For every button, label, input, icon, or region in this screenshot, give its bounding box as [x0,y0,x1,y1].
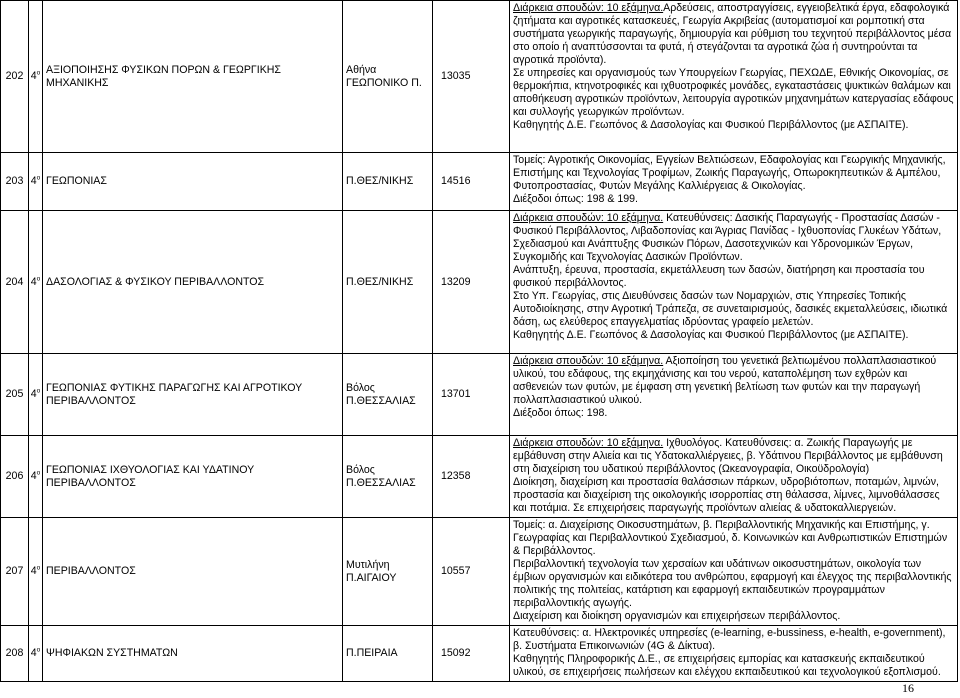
department-name: ΠΕΡΙΒΑΛΛΟΝΤΟΣ [43,518,343,626]
department-name: ΓΕΩΠΟΝΙΑΣ [43,153,343,211]
table-row [1,153,958,211]
description-text: Αρδεύσεις, αποστραγγίσεις, εγγειοβελτικά έργα, εδαφολογικά ζητήματα και αγροτικές κατασκευές, Γεωργία Ακριβείας (αυτοματισμοί και ρομποτική στα συστήματα γεωργικής παραγωγής, δημιουργία και ρύθμιση του τεχνητού περιβάλλοντος μέσα στο οποίο ή αναπτύσσονται τα φυτά, ή στεγάζονται τα αγροτικά ζώα ή συντηρούνται τα αγροτικά προϊόντα). Σε υπηρεσίες και οργανισμούς των Υπουργείων Γεωργίας, ΠΕΧΩΔΕ, Εθνικής Οικονομίας, σε θερμοκήπια, κτηνοτροφικές και ιχθυοτροφικές μονάδες, εγκαταστάσεις ψυκτικών θαλάμων και αποθήκευση αγροτικών προϊόντων, λειτουργία αγροτικών μηχανημάτων κατεργασίας εδάφους και συλλογής γεωργικών προϊόντων. Καθηγητής Δ.Ε. Γεωπόνος & Δασολογίας και Φυσικού Περιβάλλοντος (με ΑΣΠΑΙΤΕ). [513,2,954,131]
department-code: 207 [1,518,29,626]
department-location: Π.ΘΕΣ/ΝΙΚΗΣ [343,211,433,354]
table-row [1,436,958,518]
department-name: ΨΗΦΙΑΚΩΝ ΣΥΣΤΗΜΑΤΩΝ [43,626,343,682]
field-number: $4^o$ [29,626,43,682]
description-text: Κατευθύνσεις: Δασικής Παραγωγής - Προστασίας Δασών - Φυσικού Περιβάλλοντος, Λιβαδοπονίας και Άγριας Πανίδας - Ιχθυοπονίας Γλυκέων Υδάτων, Σχεδιασμού και Ανάπτυξης Φυσικών Πόρων, Δασοτεχνικών και Υδρονομικών Έργων, Συγκομιδής και Τεχνολογίας Δασικών Προϊόντων. Ανάπτυξη, έρευνα, προστασία, εκμετάλλευση των δασών, διατήρηση και προστασία του φυσικού περιβάλλοντος. Στο Υπ. Γεωργίας, στις Διευθύνσεις δασών των Νομαρχιών, στις Υπηρεσίες Τοπικής Αυτοδιοίκησης, στην Αγροτική Τράπεζα, σε συνεταιρισμούς, δασικές εκμεταλλεύσεις, ιδιωτικά δάση, ως ελεύθερος επαγγελματίας ιδρύοντας γραφείο μελετών. Καθηγητής Δ.Ε. Γεωπόνος & Δασολογίας και Φυσικού Περιβάλλοντος (με ΑΣΠΑΙΤΕ). [513,212,948,341]
base-score: 12358 [433,436,510,518]
department-description [510,1,958,153]
department-description [510,354,958,436]
department-code: 208 [1,626,29,682]
base-score: 13701 [433,354,510,436]
department-description [510,518,958,626]
description-text: Τομείς: Αγροτικής Οικονομίας, Εγγείων Βελτιώσεων, Εδαφολογίας και Γεωργικής Μηχανικής, Επιστήμης και Τεχνολογίας Τροφίμων, Ζωικής Παραγωγής, Οπωροκηπευτικών & Αμπέλου, Φυτοπροστασίας, Φυτών Μεγάλης Καλλιέργειας & Οικολογίας. Διέξοδοι όπως: 198 & 199. [513,154,946,205]
department-code: 206 [1,436,29,518]
field-number: $4^o$ [29,518,43,626]
department-description [510,211,958,354]
department-name: ΔΑΣΟΛΟΓΙΑΣ & ΦΥΣΙΚΟΥ ΠΕΡΙΒΑΛΛΟΝΤΟΣ [43,211,343,354]
field-number: $4^o$ [29,354,43,436]
description-text: Ιχθυολόγος. Κατευθύνσεις: α. Ζωικής Παραγωγής με εμβάθυνση στην Αλιεία και τις Υδατοκαλλιέργειες, β. Υδάτινου Περιβάλλοντος με εμβάθυνση στη διαχείριση του υδατικού περιβάλλοντος (Ωκεανογραφία, Οικοϋδρολογία) Διοίκηση, διαχείριση και προστασία θαλάσσιων πάρκων, υδροβιότοπων, ποταμών, λιμνών, προστασία και διαχείριση της οικολογικής ισορροπίας στη θάλασσα, λίμνες, λιμνοθάλασσες και ποτάμια. Σε επιχειρήσεις παραγωγής προϊόντων αλιείας & υδατοκαλλιεργειών. [513,437,943,514]
duration-text: Διάρκεια σπουδών: 10 εξάμηνα. [513,355,664,367]
department-code: 204 [1,211,29,354]
department-location: Π.ΠΕΙΡΑΙΑ [343,626,433,682]
table-row [1,518,958,626]
duration-text: Διάρκεια σπουδών: 10 εξάμηνα. [513,437,664,449]
field-number: $4^o$ [29,436,43,518]
department-description [510,153,958,211]
field-number: $4^o$ [29,153,43,211]
description-text: Αξιοποίηση του γενετικά βελτιωμένου πολλαπλασιαστικού υλικού, του εδάφους, της εκμηχάνισης και του νερού, καταπολέμηση των εχθρών και ασθενειών των φυτών, με έμφαση στη γενετική βελτίωση των φυτών και την παραγωγή πολλαπλασιαστικού υλικού. Διέξοδοι όπως: 198. [513,355,937,419]
base-score: 13209 [433,211,510,354]
base-score: 15092 [433,626,510,682]
department-code: 203 [1,153,29,211]
duration-text: Διάρκεια σπουδών: 10 εξάμηνα. [513,2,664,14]
base-score: 14516 [433,153,510,211]
department-location: Αθήνα ΓΕΩΠΟΝΙΚΟ Π. [343,1,433,153]
department-location: Βόλος Π.ΘΕΣΣΑΛΙΑΣ [343,436,433,518]
department-description [510,436,958,518]
department-name: ΓΕΩΠΟΝΙΑΣ ΙΧΘΥΟΛΟΓΙΑΣ ΚΑΙ ΥΔΑΤΙΝΟΥ ΠΕΡΙΒΑΛΛΟΝΤΟΣ [43,436,343,518]
field-number: $4^o$ [29,211,43,354]
department-location: Βόλος Π.ΘΕΣΣΑΛΙΑΣ [343,354,433,436]
department-code: 202 [1,1,29,153]
table-row [1,354,958,436]
duration-text: Διάρκεια σπουδών: 10 εξάμηνα. [513,212,664,224]
description-text: Κατευθύνσεις: α. Ηλεκτρονικές υπηρεσίες (e-learning, e-bussiness, e-health, e-government), β. Συστήματα Επικοινωνιών (4G & Δίκτυα). Καθηγητής Πληροφορικής Δ.Ε., σε επιχειρήσεις εμπορίας και κατασκευής εκπαιδευτικού υλικού, σε επιχειρήσεις πωλήσεων και ελέγχου εκπαιδευτικού και τεχνολογικού εξοπλισμού. [513,627,946,678]
base-score: 13035 [433,1,510,153]
table-row [1,211,958,354]
department-description [510,626,958,682]
department-location: Π.ΘΕΣ/ΝΙΚΗΣ [343,153,433,211]
table-row [1,626,958,682]
field-number: $4^o$ [29,1,43,153]
department-location: Μυτιλήνη Π.ΑΙΓΑΙΟΥ [343,518,433,626]
department-name: ΑΞΙΟΠΟΙΗΣΗΣ ΦΥΣΙΚΩΝ ΠΟΡΩΝ & ΓΕΩΡΓΙΚΗΣ ΜΗΧΑΝΙΚΗΣ [43,1,343,153]
description-text: Τομείς: α. Διαχείρισης Οικοσυστημάτων, β. Περιβαλλοντικής Μηχανικής και Επιστήμης, γ. Γεωγραφίας και Περιβαλλοντικού Σχεδιασμού, δ. Κοινωνικών και Ανθρωπιστικών Επιστημών & Περιβάλλοντος. Περιβαλλοντική τεχνολογία των χερσαίων και υδάτινων οικοσυστημάτων, οικολογία των έμβιων οργανισμών και ειδικότερα του ανθρώπου, εφαρμογή και έλεγχος της περιβαλλοντικής πολιτικής της πολιτείας, κατάρτιση και εφαρμογή εκπαιδευτικών προγραμμάτων περιβαλλοντικής αγωγής. Διαχείριση και διοίκηση οργανισμών και επιχειρήσεων περιβάλλοντος. [513,519,952,622]
page-number: 16 [902,681,914,695]
department-code: 205 [1,354,29,436]
base-score: 10557 [433,518,510,626]
department-name: ΓΕΩΠΟΝΙΑΣ ΦΥΤΙΚΗΣ ΠΑΡΑΓΩΓΗΣ ΚΑΙ ΑΓΡΟΤΙΚΟΥ ΠΕΡΙΒΑΛΛΟΝΤΟΣ [43,354,343,436]
table-row [1,1,958,153]
